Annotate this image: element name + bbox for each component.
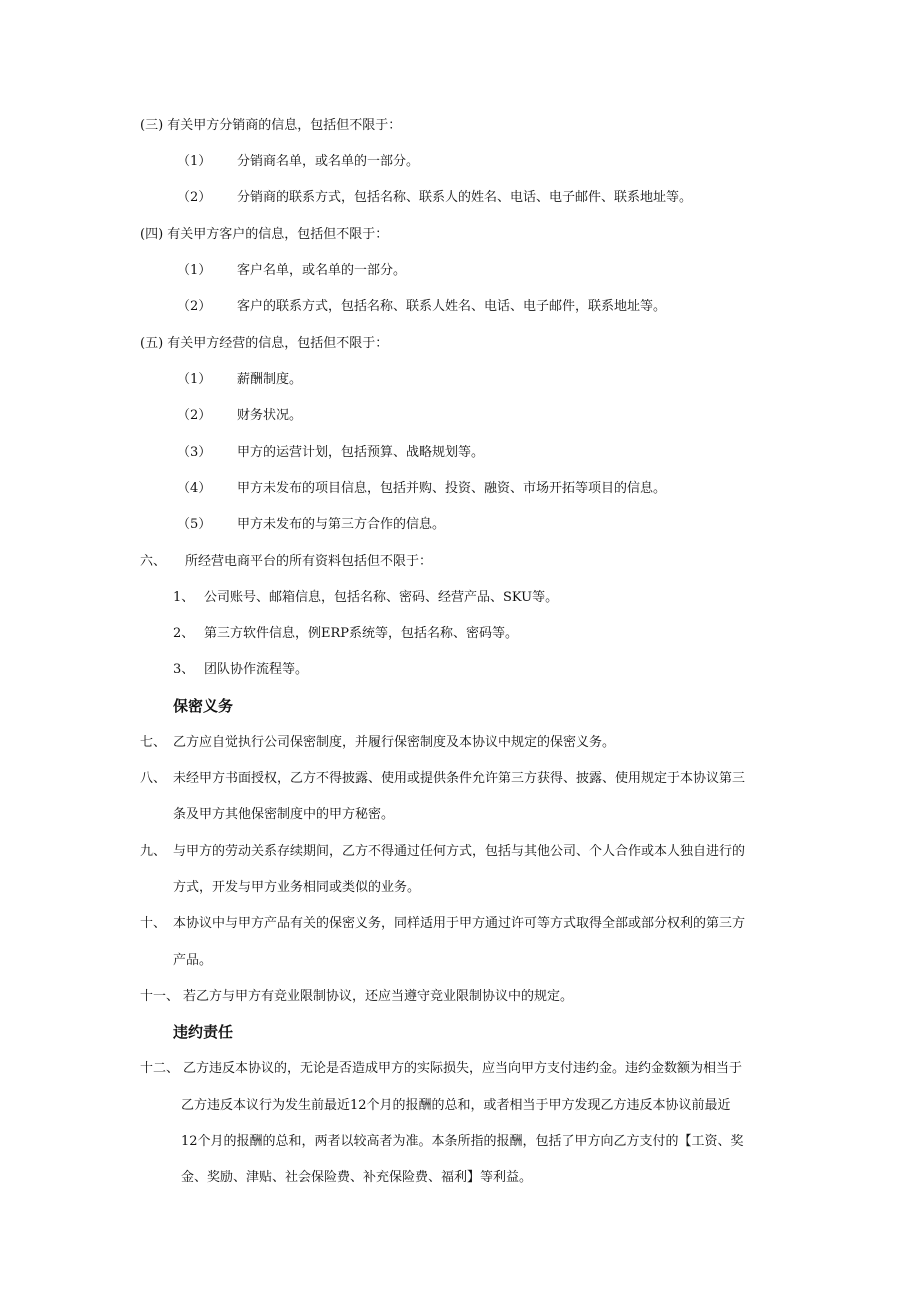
section-5-item-4-num: （4） — [177, 481, 212, 496]
section-4-item-2-num: （2） — [177, 299, 212, 314]
clause-12-line-4: 金、奖励、津贴、社会保险费、补充保险费、福利】等利益。 — [181, 1170, 533, 1185]
clause-9-line-1: 与甲方的劳动关系存续期间，乙方不得通过任何方式，包括与其他公司、个人合作或本人独自进行的 — [173, 844, 746, 859]
clause-6-num: 六、 — [140, 554, 167, 569]
section-3-heading: (三) 有关甲方分销商的信息，包括但不限于： — [140, 118, 402, 133]
clause-11-line-1: 若乙方与甲方有竞业限制协议，还应当遵守竞业限制协议中的规定。 — [183, 989, 574, 1004]
clause-8-line-2: 条及甲方其他保密制度中的甲方秘密。 — [173, 807, 395, 822]
clause-12-num: 十二、 — [140, 1061, 180, 1076]
heading-breach: 违约责任 — [173, 1023, 234, 1041]
clause-8-line-1: 未经甲方书面授权，乙方不得披露、使用或提供条件允许第三方获得、披露、使用规定于本协议第三 — [173, 771, 746, 786]
section-5-item-1-text: 薪酬制度。 — [237, 372, 303, 387]
clause-6-item-3-num: 3、 — [173, 662, 195, 677]
clause-6-item-2-num: 2、 — [173, 626, 195, 641]
section-5-item-3-num: （3） — [177, 445, 212, 460]
clause-11-num: 十一、 — [140, 989, 180, 1004]
section-5-item-5-num: （5） — [177, 517, 212, 532]
clause-7-num: 七、 — [140, 735, 167, 750]
section-5-item-4-text: 甲方未发布的项目信息，包括并购、投资、融资、市场开拓等项目的信息。 — [237, 481, 667, 496]
section-5-heading: (五) 有关甲方经营的信息，包括但不限于： — [140, 336, 389, 351]
clause-6-item-1-text: 公司账号、邮箱信息，包括名称、密码、经营产品、SKU等。 — [204, 590, 559, 605]
clause-6-item-2-text: 第三方软件信息，例ERP系统等，包括名称、密码等。 — [204, 626, 519, 641]
clause-10-line-2: 产品。 — [173, 953, 213, 968]
clause-10-num: 十、 — [140, 916, 167, 931]
section-3-item-2-text: 分销商的联系方式，包括名称、联系人的姓名、电话、电子邮件、联系地址等。 — [237, 190, 693, 205]
section-4-item-1-num: （1） — [177, 263, 212, 278]
section-4-item-2-text: 客户的联系方式，包括名称、联系人姓名、电话、电子邮件，联系地址等。 — [237, 299, 667, 314]
clause-6-item-1-num: 1、 — [173, 590, 195, 605]
section-5-item-2-text: 财务状况。 — [237, 408, 303, 423]
section-3-item-1-text: 分销商名单，或名单的一部分。 — [237, 154, 420, 169]
section-5-item-2-num: （2） — [177, 408, 212, 423]
section-3-item-2-num: （2） — [177, 190, 212, 205]
clause-12-line-1: 乙方违反本协议的，无论是否造成甲方的实际损失，应当向甲方支付违约金。违约金数额为相当于 — [183, 1061, 743, 1076]
section-3-item-1-num: （1） — [177, 154, 212, 169]
clause-6-text: 所经营电商平台的所有资料包括但不限于： — [185, 554, 433, 569]
heading-confidentiality: 保密义务 — [173, 697, 234, 715]
section-4-item-1-text: 客户名单，或名单的一部分。 — [237, 263, 407, 278]
clause-9-num: 九、 — [140, 844, 167, 859]
clause-7-line-1: 乙方应自觉执行公司保密制度，并履行保密制度及本协议中规定的保密义务。 — [173, 735, 616, 750]
clause-6-item-3-text: 团队协作流程等。 — [204, 662, 309, 677]
clause-12-line-3: 12个月的报酬的总和，两者以较高者为准。本条所指的报酬，包括了甲方向乙方支付的【工资、奖 — [181, 1134, 744, 1149]
clause-10-line-1: 本协议中与甲方产品有关的保密义务，同样适用于甲方通过许可等方式取得全部或部分权利的第三方 — [173, 916, 746, 931]
section-5-item-5-text: 甲方未发布的与第三方合作的信息。 — [237, 517, 446, 532]
section-5-item-3-text: 甲方的运营计划，包括预算、战略规划等。 — [237, 445, 485, 460]
section-4-heading: (四) 有关甲方客户的信息，包括但不限于： — [140, 227, 389, 242]
clause-8-num: 八、 — [140, 771, 167, 786]
clause-9-line-2: 方式，开发与甲方业务相同或类似的业务。 — [173, 880, 421, 895]
clause-12-line-2: 乙方违反本议行为发生前最近12个月的报酬的总和，或者相当于甲方发现乙方违反本协议前最近 — [181, 1098, 731, 1113]
section-5-item-1-num: （1） — [177, 372, 212, 387]
